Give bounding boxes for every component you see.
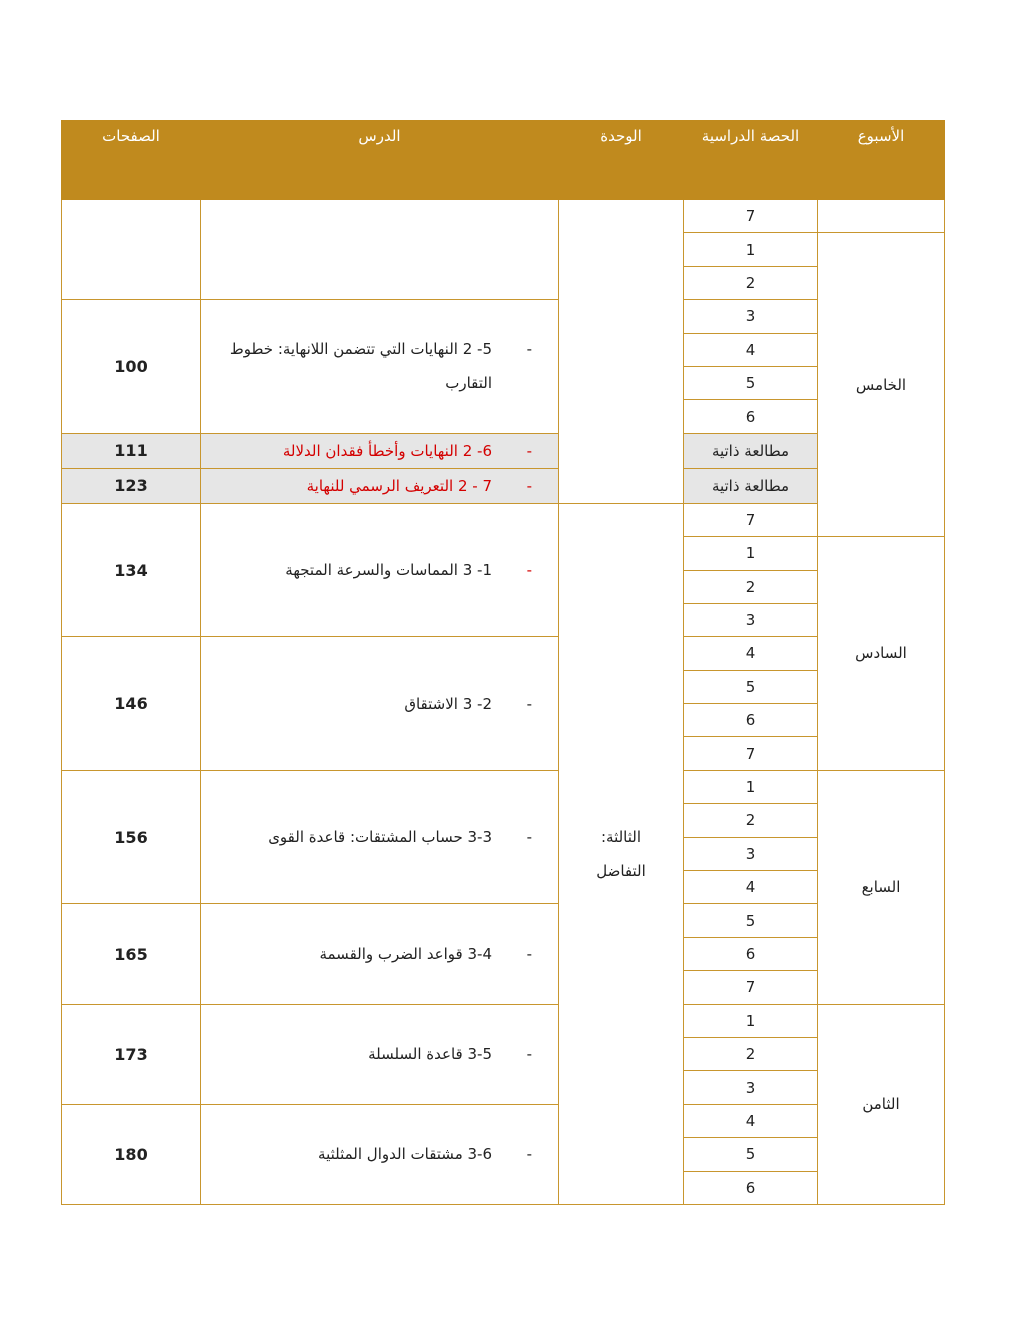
- header-week: الأسبوع: [818, 121, 945, 200]
- pages-cell: 100: [62, 300, 201, 434]
- unit-number: الثالثة:: [600, 827, 642, 846]
- session-cell: 6: [684, 937, 818, 970]
- header-row: [62, 121, 945, 200]
- session-cell: 2: [684, 266, 818, 299]
- session-cell: 7: [684, 971, 818, 1004]
- lesson-title: 1- 3 المماسات والسرعة المتجهة: [285, 561, 492, 580]
- pages-cell: 173: [62, 1004, 201, 1104]
- pages-cell: 156: [62, 770, 201, 904]
- table-row-self-study: [62, 468, 945, 503]
- lesson-cell: - 3-6 مشتقات الدوال المثلثية: [201, 1104, 559, 1204]
- table-row: [62, 200, 945, 233]
- session-cell: 1: [684, 770, 818, 803]
- session-cell: 2: [684, 570, 818, 603]
- session-cell: 6: [684, 400, 818, 433]
- lesson-title: 3-6 مشتقات الدوال المثلثية: [318, 1145, 492, 1164]
- table-row-self-study: [62, 433, 945, 468]
- session-cell: 7: [684, 737, 818, 770]
- lesson-cell: - 7 - 2 التعريف الرسمي للنهاية: [201, 468, 559, 503]
- session-cell: 4: [684, 637, 818, 670]
- table-row: [62, 1004, 945, 1037]
- session-cell: 4: [684, 1104, 818, 1137]
- pages-cell: 111: [62, 433, 201, 468]
- header-session: الحصة الدراسية: [684, 121, 818, 200]
- session-cell: 5: [684, 1138, 818, 1171]
- session-cell: 7: [684, 200, 818, 233]
- week-cell-seventh: السابع: [818, 770, 945, 1004]
- unit-cell-empty: [559, 200, 684, 504]
- lesson-title: 3-3 حساب المشتقات: قاعدة القوى: [268, 828, 492, 847]
- session-cell: 5: [684, 904, 818, 937]
- header-unit: الوحدة: [559, 121, 684, 200]
- lesson-cell: - 5- 2 النهايات التي تتضمن اللانهاية: خطوط التقارب: [201, 300, 559, 434]
- lesson-cell: - 3-3 حساب المشتقات: قاعدة القوى: [201, 770, 559, 904]
- unit-title: التفاضل: [596, 861, 646, 880]
- table-row: [62, 637, 945, 670]
- session-cell: 7: [684, 503, 818, 536]
- table-row: [62, 503, 945, 536]
- lesson-cell: - 3-4 قواعد الضرب والقسمة: [201, 904, 559, 1004]
- lesson-cell: - 2- 3 الاشتقاق: [201, 637, 559, 771]
- session-cell: 5: [684, 366, 818, 399]
- session-cell: 4: [684, 333, 818, 366]
- lesson-cell: - 1- 3 المماسات والسرعة المتجهة: [201, 503, 559, 637]
- session-cell-self-study: مطالعة ذاتية: [684, 433, 818, 468]
- week-cell-eighth: الثامن: [818, 1004, 945, 1204]
- session-cell: 4: [684, 871, 818, 904]
- schedule-table: [61, 120, 945, 1205]
- week-cell-empty: [818, 200, 945, 233]
- session-cell: 6: [684, 704, 818, 737]
- pages-cell: 180: [62, 1104, 201, 1204]
- header-pages: الصفحات: [62, 121, 201, 200]
- pages-cell: 146: [62, 637, 201, 771]
- session-cell: 3: [684, 300, 818, 333]
- session-cell: 3: [684, 1071, 818, 1104]
- lesson-title: 6- 2 النهايات وأخطأ فقدان الدلالة: [282, 441, 492, 460]
- lesson-cell: - 6- 2 النهايات وأخطأ فقدان الدلالة: [201, 433, 559, 468]
- lesson-cell: - 3-5 قاعدة السلسلة: [201, 1004, 559, 1104]
- lesson-title: 3-5 قاعدة السلسلة: [368, 1045, 492, 1064]
- header-lesson: الدرس: [201, 121, 559, 200]
- lesson-title: 5- 2 النهايات التي تتضمن اللانهاية: خطوط التقارب: [229, 340, 492, 393]
- session-cell: 1: [684, 1004, 818, 1037]
- week-cell-sixth: السادس: [818, 537, 945, 771]
- session-cell: 2: [684, 804, 818, 837]
- session-cell: 3: [684, 837, 818, 870]
- pages-cell: 165: [62, 904, 201, 1004]
- session-cell: 1: [684, 233, 818, 266]
- pages-cell: 134: [62, 503, 201, 637]
- week-cell-fifth: الخامس: [818, 233, 945, 537]
- table-row: [62, 1104, 945, 1137]
- session-cell: 1: [684, 537, 818, 570]
- pages-cell: 123: [62, 468, 201, 503]
- lesson-title: 3-4 قواعد الضرب والقسمة: [319, 945, 492, 963]
- table-row: [62, 770, 945, 803]
- pages-cell-empty: [62, 200, 201, 300]
- session-cell-self-study: مطالعة ذاتية: [684, 468, 818, 503]
- table-row: [62, 300, 945, 333]
- table-row: [62, 904, 945, 937]
- lesson-title: 7 - 2 التعريف الرسمي للنهاية: [306, 476, 492, 495]
- lesson-title: 2- 3 الاشتقاق: [404, 694, 492, 713]
- session-cell: 6: [684, 1171, 818, 1204]
- session-cell: 3: [684, 603, 818, 636]
- lesson-cell-empty: [201, 200, 559, 300]
- unit-cell: [559, 503, 684, 1204]
- session-cell: 5: [684, 670, 818, 703]
- session-cell: 2: [684, 1037, 818, 1070]
